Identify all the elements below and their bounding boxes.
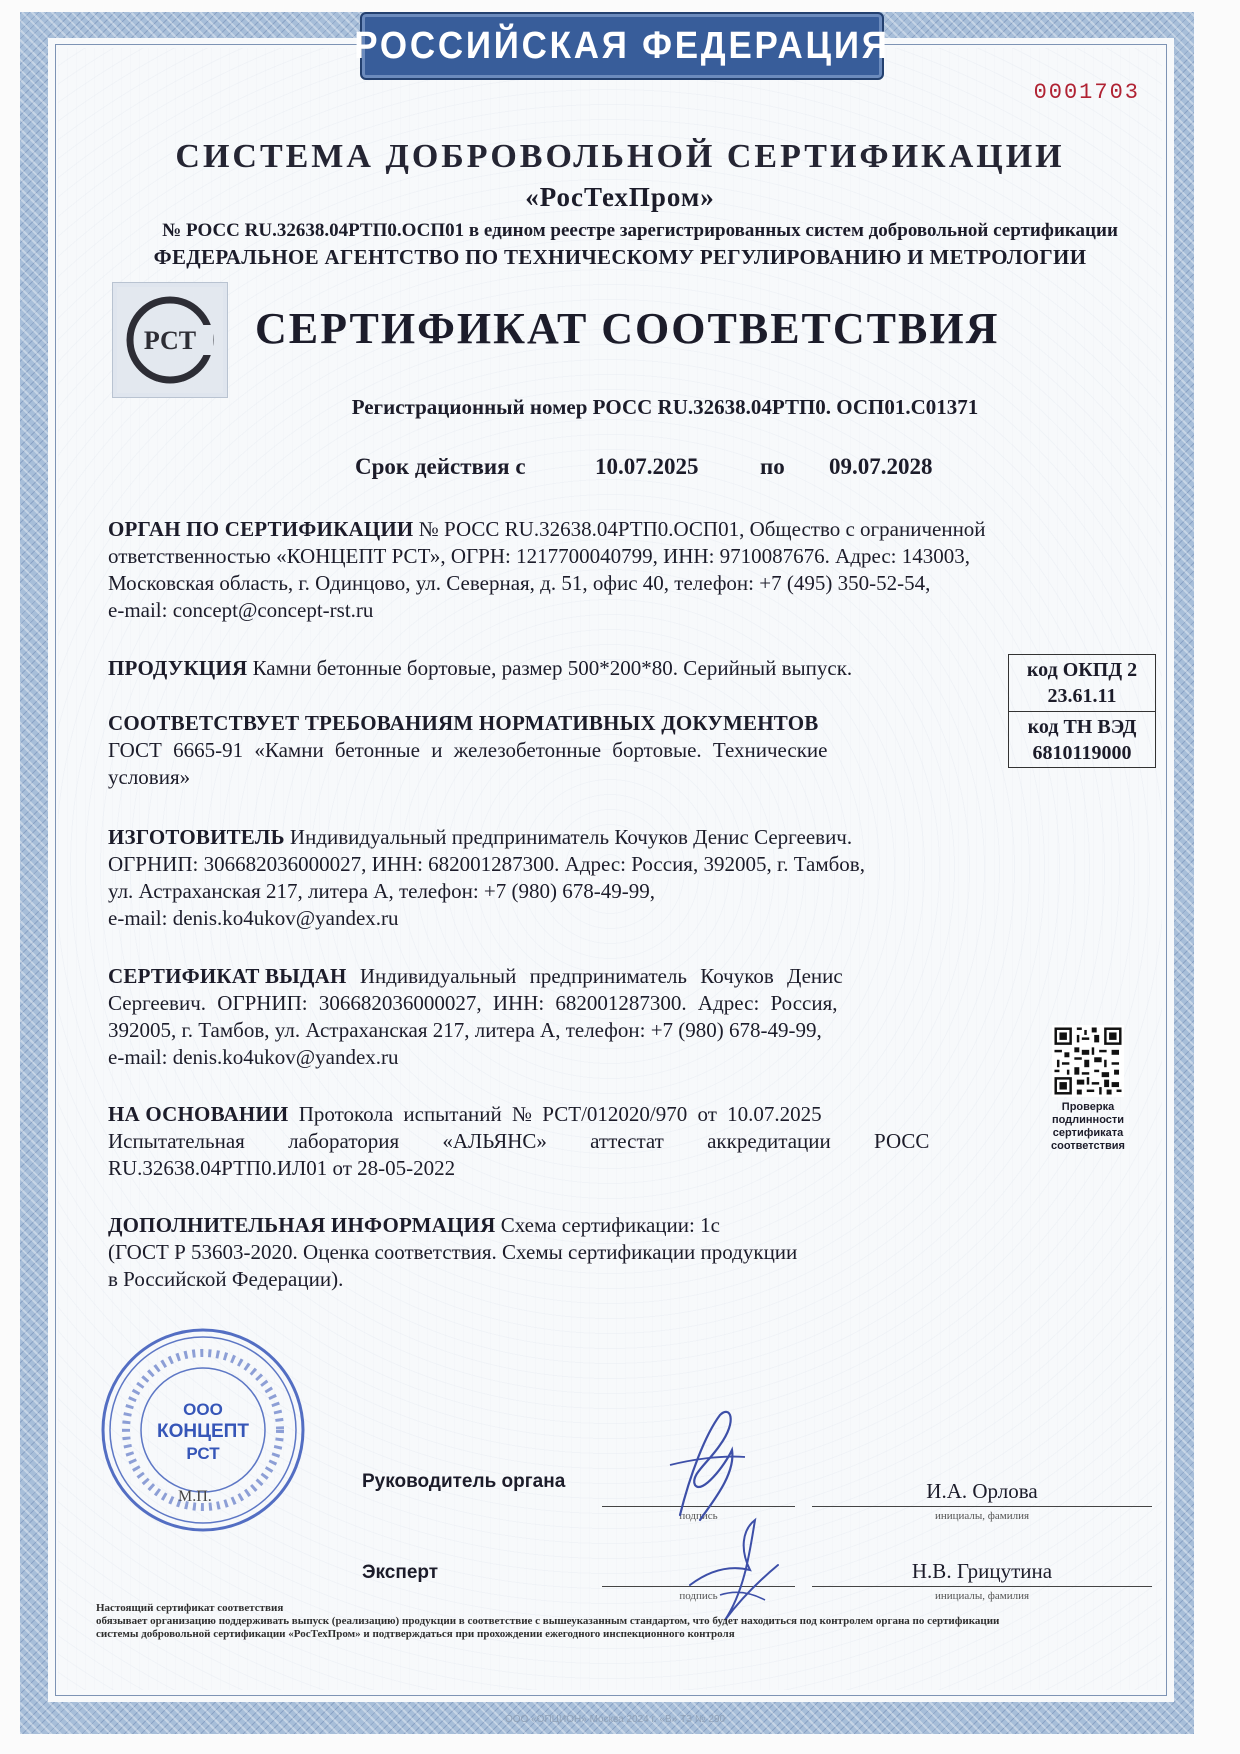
qr-caption-line: подлинности [1051,1114,1125,1126]
section-label: СЕРТИФИКАТ ВЫДАН [108,964,347,988]
agency-name: ФЕДЕРАЛЬНОЕ АГЕНТСТВО ПО ТЕХНИЧЕСКОМУ РЕГУЛИРОВАНИЮ И МЕТРОЛОГИИ [153,245,1087,269]
tnved-label: код ТН ВЭД [1027,716,1137,738]
valid-to-date: 09.07.2028 [829,454,933,479]
section-label: ИЗГОТОВИТЕЛЬ [108,825,285,849]
section-text-line: RU.32638.04РТП0.ИЛ01 от 28-05-2022 [108,1156,456,1180]
expert-name: Н.В. Грицутина [911,1559,1053,1583]
section-basis [108,1101,1008,1182]
section-additional-info [108,1212,1008,1293]
head-signature [650,1405,760,1525]
logo-letters: РСТ [143,326,197,355]
registration-number: Регистрационный номер РОСС RU.32638.04РТП0. ОСП01.С01371 [351,395,979,419]
section-label: ОРГАН ПО СЕРТИФИКАЦИИ [108,517,414,541]
footer-line: системы добровольной сертификации «РосТехПром» и подтверждаться при прохождении ежегодного инспекционного контроля [96,1628,735,1640]
expert-role: Эксперт [362,1562,439,1583]
section-text-line: Индивидуальный предприниматель Кочуков Денис [346,964,843,988]
stamp-line: КОНЦЕПТ [157,1421,249,1442]
hologram-logo [112,282,228,398]
qr-caption [1025,1101,1151,1153]
section-label: СООТВЕТСТВУЕТ ТРЕБОВАНИЯМ НОРМАТИВНЫХ ДОКУМЕНТОВ [108,711,819,735]
validity-label: Срок действия с [355,454,526,479]
classification-codes [1008,654,1156,768]
section-text-line: ул. Астраханская 217, литера А, телефон: +7 (980) 678-49-99, [108,879,655,903]
qr-caption-line: соответствия [1051,1140,1125,1152]
stamp-place-mark: М.П. [178,1488,212,1505]
section-issued-to [108,963,1008,1071]
okpd-value: 23.61.11 [1047,685,1117,707]
head-role: Руководитель органа [362,1471,566,1492]
footer-notice [96,1602,1176,1641]
section-text-line: условия» [108,765,191,789]
section-text-line: Индивидуальный предприниматель Кочуков Денис Сергеевич. [284,825,853,849]
qr-caption-line: Проверка [1061,1101,1115,1113]
section-certification-body [108,516,1160,624]
system-name: «РосТехПром» [525,182,715,212]
section-conformity [108,710,998,791]
section-text-line: ГОСТ 6665-91 «Камни бетонные и железобетонные бортовые. Технические [108,738,828,762]
section-label: ДОПОЛНИТЕЛЬНАЯ ИНФОРМАЦИЯ [108,1213,496,1237]
section-text-line: № РОСС RU.32638.04РТП0.ОСП01, Общество с ограниченной [413,517,986,541]
footer-line: обязывает организацию поддерживать выпуск (реализацию) продукции в соответствие с вышеуказанным стандартом, что будет находиться под контролем органа по сертификации [96,1615,1000,1627]
section-text-line: Камни бетонные бортовые, размер 500*200*80. Серийный выпуск. [247,656,853,680]
serial-number: 0001703 [1033,80,1140,105]
head-name: И.А. Орлова [926,1479,1038,1503]
tnved-value: 6810119000 [1032,742,1132,764]
head-name-line [812,1506,1152,1507]
okpd-label: код ОКПД 2 [1026,659,1138,681]
section-text-line: e-mail: denis.ko4ukov@yandex.ru [108,906,399,930]
section-text-line: Испытательная лаборатория «АЛЬЯНС» аттестат аккредитации РОСС [108,1129,930,1153]
stamp-line: ООО [183,1400,223,1419]
valid-from-date: 10.07.2025 [595,454,699,479]
system-registry-line: № РОСС RU.32638.04РТП0.ОСП01 в едином реестре зарегистрированных систем добровольной сертификации [162,220,1118,241]
head-name-caption: инициалы, фамилия [934,1510,1030,1522]
section-label: ПРОДУКЦИЯ [108,656,248,680]
section-text-line: (ГОСТ Р 53603-2020. Оценка соответствия. Схемы сертификации продукции [108,1240,798,1264]
system-title: СИСТЕМА ДОБРОВОЛЬНОЙ СЕРТИФИКАЦИИ [175,138,1065,175]
rst-logo-icon [117,287,223,393]
validity-period [355,454,955,488]
stamp-line: РСТ [186,1444,220,1463]
section-product [108,655,1008,682]
section-text-line: Сергеевич. ОГРНИП: 306682036000027, ИНН: 682001287300. Адрес: Россия, [108,991,838,1015]
country-banner-text: РОССИЙСКАЯ ФЕДЕРАЦИЯ [354,24,890,67]
expert-name-line [812,1586,1152,1587]
section-manufacturer [108,824,1008,932]
validity-to-label: по [760,454,785,479]
head-signature-caption: подпись [679,1510,718,1522]
section-text-line: 392005, г. Тамбов, ул. Астраханская 217, литера А, телефон: +7 (980) 678-49-99, [108,1018,822,1042]
printer-imprint: ООО «ОПЦИОН» Москва 2024 г. «В» ТЗ № 290 [505,1714,726,1725]
footer-line: Настоящий сертификат соответствия [96,1602,284,1614]
section-text-line: e-mail: concept@concept-rst.ru [108,598,374,622]
certificate-title: СЕРТИФИКАТ СООТВЕТСТВИЯ [255,304,1000,353]
section-text-line: Московская область, г. Одинцово, ул. Северная, д. 51, офис 40, телефон: +7 (495) 350-52-54, [108,571,931,595]
section-label: НА ОСНОВАНИИ [108,1102,289,1126]
section-text-line: ОГРНИП: 306682036000027, ИНН: 682001287300. Адрес: Россия, 392005, г. Тамбов, [108,852,865,876]
qr-caption-line: сертификата [1052,1127,1124,1139]
expert-name-caption: инициалы, фамилия [934,1590,1030,1602]
verification-qr-code[interactable] [1052,1025,1124,1097]
country-banner [354,12,890,80]
section-text-line: в Российской Федерации). [108,1267,344,1291]
expert-signature-caption: подпись [679,1590,718,1602]
section-text-line: Протокола испытаний № РСТ/012020/970 от 10.07.2025 [288,1102,822,1126]
section-text-line: ответственностью «КОНЦЕПТ РСТ», ОГРН: 1217700040799, ИНН: 9710087676. Адрес: 143003, [108,544,971,568]
section-text-line: Схема сертификации: 1с [495,1213,720,1237]
section-text-line: e-mail: denis.ko4ukov@yandex.ru [108,1045,399,1069]
